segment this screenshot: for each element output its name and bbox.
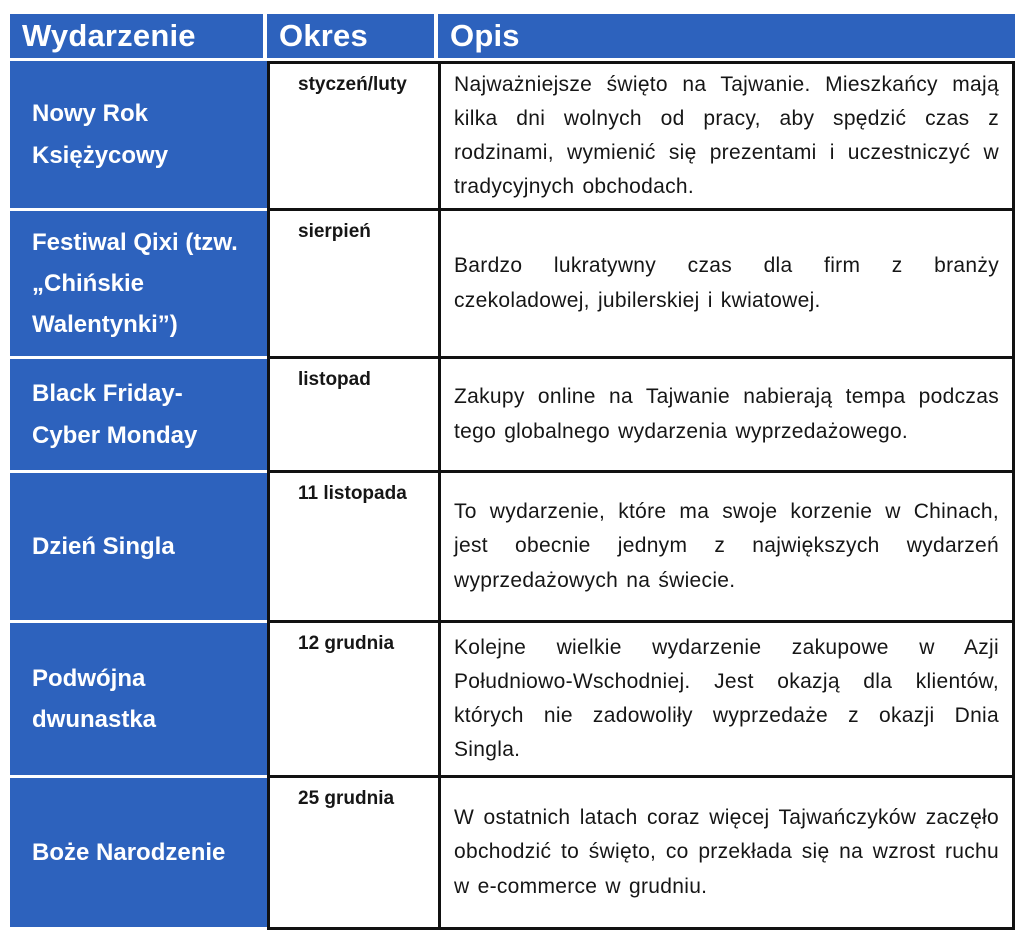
column-header-opis bbox=[438, 14, 1015, 61]
event-name: Boże Narodzenie bbox=[32, 838, 226, 866]
column-header-label: Opis bbox=[450, 18, 520, 53]
column-header-label: Okres bbox=[279, 18, 368, 53]
event-cell bbox=[10, 473, 267, 623]
period-cell bbox=[267, 473, 438, 623]
period-cell bbox=[267, 623, 438, 778]
events-table bbox=[10, 14, 1015, 930]
description-text: Kolejne wielkie wydarzenie zakupowe w Azji Południowo-Wschodniej. Jest okazją dla klientów, których nie zadowoliły wyprzedaże z okazji Dnia Singla. bbox=[454, 635, 999, 762]
description-cell bbox=[438, 778, 1015, 930]
description-cell bbox=[438, 61, 1015, 211]
description-cell bbox=[438, 623, 1015, 778]
event-name: Festiwal Qixi (tzw. „Chińskie Walentynki”) bbox=[32, 228, 238, 339]
description-cell bbox=[438, 473, 1015, 623]
event-name: Podwójna dwunastka bbox=[32, 664, 157, 733]
period-value: listopad bbox=[298, 369, 371, 390]
event-cell bbox=[10, 61, 267, 211]
description-cell bbox=[438, 359, 1015, 473]
column-header-okres bbox=[267, 14, 438, 61]
period-cell bbox=[267, 778, 438, 930]
period-cell bbox=[267, 61, 438, 211]
period-value: styczeń/luty bbox=[298, 74, 407, 95]
event-cell bbox=[10, 211, 267, 359]
event-cell bbox=[10, 359, 267, 473]
period-value: 12 grudnia bbox=[298, 633, 395, 654]
period-value: 11 listopada bbox=[298, 483, 407, 504]
event-name: Black Friday-Cyber Monday bbox=[32, 380, 198, 449]
column-header-wydarzenie bbox=[10, 14, 267, 61]
description-text: Najważniejsze święto na Tajwanie. Mieszkańcy mają kilka dni wolnych od pracy, aby spędzić czas z rodzinami, wymienić się prezentami i uczestniczyć w tradycyjnych obchodach. bbox=[454, 72, 999, 199]
event-name: Dzień Singla bbox=[32, 532, 175, 560]
description-text: W ostatnich latach coraz więcej Tajwańczyków zaczęło obchodzić to święto, co przekłada się na wzrost ruchu w e-commerce w grudniu. bbox=[454, 806, 999, 898]
description-cell bbox=[438, 211, 1015, 359]
period-value: sierpień bbox=[298, 221, 371, 242]
description-text: Bardzo lukratywny czas dla firm z branży czekoladowej, jubilerskiej i kwiatowej. bbox=[454, 254, 999, 312]
period-value: 25 grudnia bbox=[298, 788, 395, 809]
description-text: To wydarzenie, które ma swoje korzenie w Chinach, jest obecnie jednym z największych wydarzeń wyprzedażowych na świecie. bbox=[454, 500, 999, 592]
column-header-label: Wydarzenie bbox=[22, 18, 196, 53]
event-cell bbox=[10, 623, 267, 778]
description-text: Zakupy online na Tajwanie nabierają tempa podczas tego globalnego wydarzenia wyprzedażowego. bbox=[454, 385, 999, 443]
period-cell bbox=[267, 359, 438, 473]
period-cell bbox=[267, 211, 438, 359]
event-name: Nowy Rok Księżycowy bbox=[32, 100, 169, 169]
event-cell bbox=[10, 778, 267, 930]
